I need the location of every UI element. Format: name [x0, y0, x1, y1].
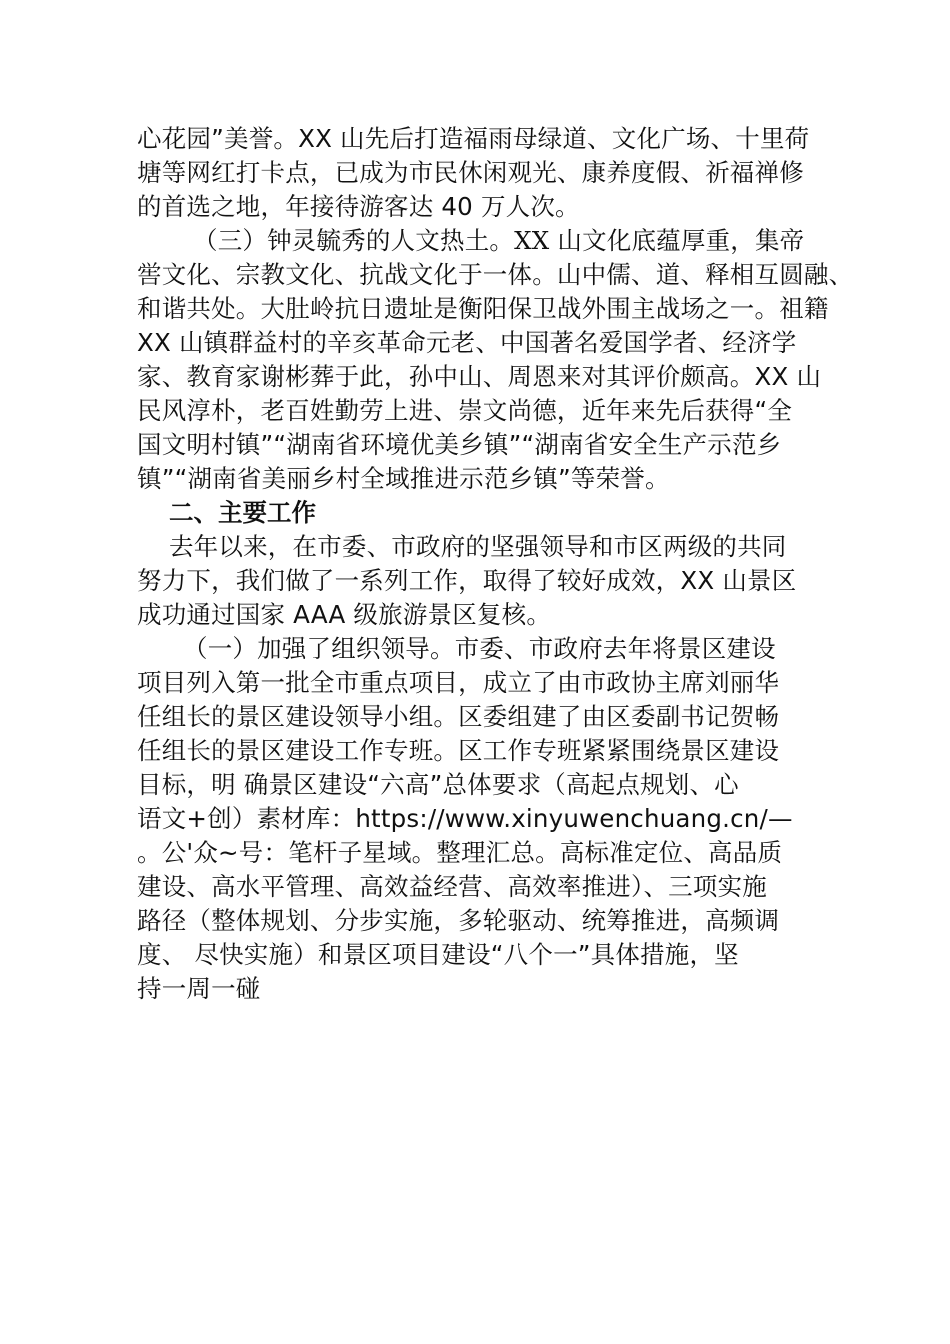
text-line: 努力下，我们做了一系列工作，取得了较好成效，XX 山景区	[137, 566, 797, 595]
paragraph-work-intro	[137, 530, 817, 632]
text-line: 持一周一碰	[137, 974, 261, 1003]
text-line: XX 山镇群益村的辛亥革命元老、中国著名爱国学者、经济学	[137, 328, 797, 357]
paragraph-cultural-heritage	[137, 224, 854, 496]
text-line: （三）钟灵毓秀的人文热土。XX 山文化底蕴厚重，集帝	[193, 226, 805, 255]
text-line: 语文+创）素材库：https://www.xinyuwenchuang.cn/—	[137, 804, 793, 833]
text-line: 心花园”美誉。XX 山先后打造福雨母绿道、文化广场、十里荷	[137, 124, 810, 153]
document-page	[137, 122, 854, 1006]
text-line: 目标，明 确景区建设“六高”总体要求（高起点规划、心	[137, 770, 739, 799]
text-line: 项目列入第一批全市重点项目，成立了由市政协主席刘丽华	[137, 668, 780, 697]
text-line: 成功通过国家 AAA 级旅游景区复核。	[137, 600, 552, 629]
paragraph-scenic-summary	[137, 122, 817, 224]
text-line: 度、 尽快实施）和景区项目建设“八个一”具体措施，坚	[137, 940, 739, 969]
text-line: 塘等网红打卡点，已成为市民休闲观光、康养度假、祈福禅修	[137, 158, 804, 187]
text-line: 去年以来，在市委、市政府的坚强领导和市区两级的共同	[169, 532, 787, 561]
text-line: 镇”“湖南省美丽乡村全域推进示范乡镇”等荣誉。	[137, 464, 670, 493]
text-line: 和谐共处。大肚岭抗日遗址是衡阳保卫战外围主战场之一。祖籍	[137, 294, 829, 323]
text-line: 任组长的景区建设工作专班。区工作专班紧紧围绕景区建设	[137, 736, 780, 765]
text-line: （一）加强了组织领导。市委、市政府去年将景区建设	[183, 634, 776, 663]
text-line: 的首选之地，年接待游客达 40 万人次。	[137, 192, 580, 221]
text-line: 国文明村镇”“湖南省环境优美乡镇”“湖南省安全生产示范乡	[137, 430, 782, 459]
text-line: 。公'众~号：笔杆子星域。整理汇总。高标准定位、高品质	[137, 838, 783, 867]
text-line: 民风淳朴，老百姓勤劳上进、崇文尚德，近年来先后获得“全	[137, 396, 793, 425]
section-heading-main-work: 二、主要工作	[169, 498, 316, 527]
text-line: 任组长的景区建设领导小组。区委组建了由区委副书记贺畅	[137, 702, 780, 731]
text-line: 路径（整体规划、分步实施，多轮驱动、统筹推进，高频调	[137, 906, 780, 935]
text-line: 家、教育家谢彬葬于此，孙中山、周恩来对其评价颇高。XX 山	[137, 362, 822, 391]
text-line: 喾文化、宗教文化、抗战文化于一体。山中儒、道、释相互圆融、	[137, 260, 854, 289]
paragraph-organization-leadership	[137, 632, 817, 1006]
text-line: 建设、高水平管理、高效益经营、高效率推进）、三项实施	[137, 872, 767, 901]
